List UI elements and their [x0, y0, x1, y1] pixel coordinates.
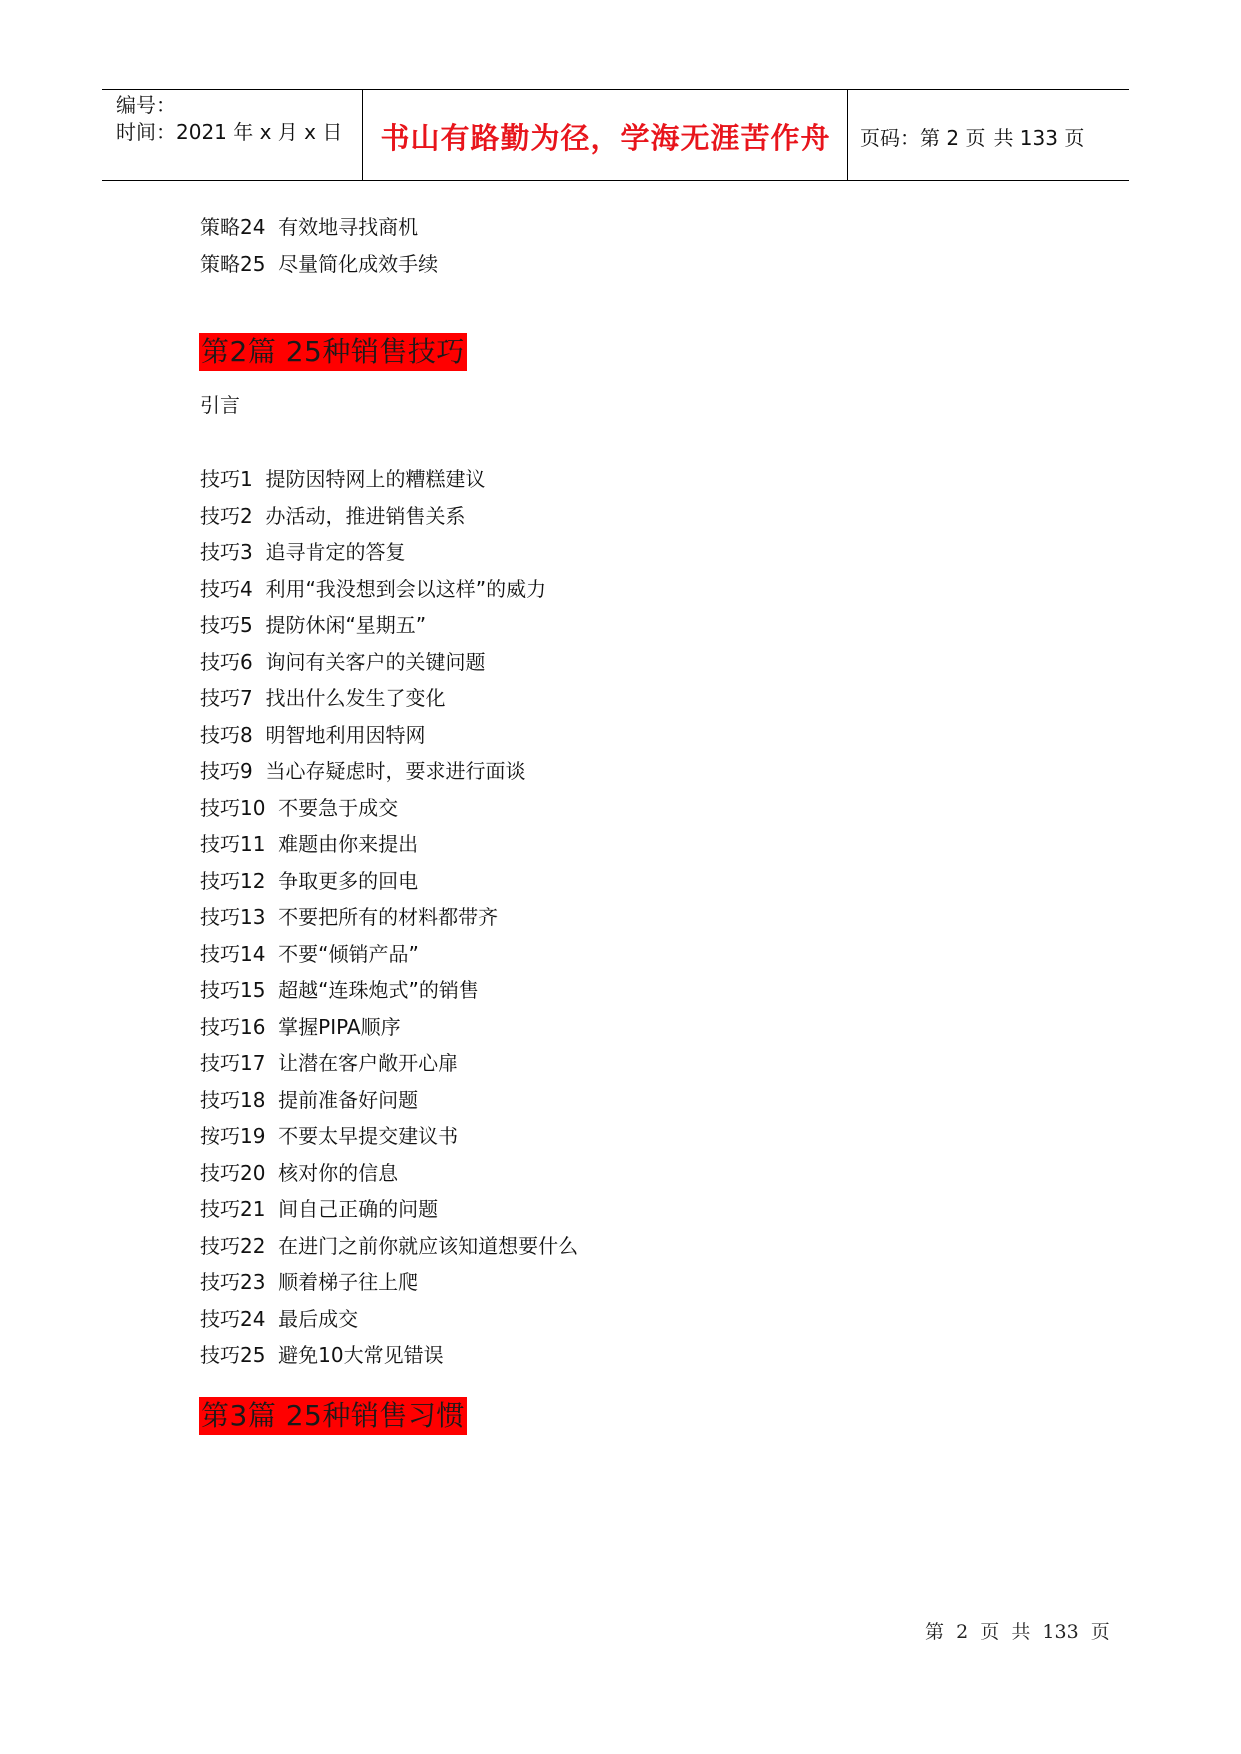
strategy-item: 策略24 有效地寻找商机 [200, 215, 419, 239]
document-time-label: 时间：2021 年 x 月 x 日 [116, 120, 343, 144]
strategy-item: 策略25 尽量简化成效手续 [200, 251, 439, 276]
section-2-intro: 引言 [200, 393, 240, 417]
skill-item: 技巧4 利用“我没想到会以这样”的威力 [200, 576, 547, 601]
header-motto: 书山有路勤为径，学海无涯苦作舟 [380, 120, 831, 155]
skill-item: 技巧20 核对你的信息 [200, 1160, 399, 1185]
header-divider-right [847, 90, 848, 180]
skill-item: 技巧16 掌握PIPA顺序 [200, 1014, 401, 1039]
skill-item: 技巧12 争取更多的回电 [200, 868, 419, 893]
skill-item: 技巧7 找出什么发生了变化 [200, 686, 446, 710]
page-footer: 第 2 页 共 133 页 [925, 1621, 1110, 1643]
header-page-total: 共 133 页 [993, 125, 1085, 150]
skill-item: 技巧24 最后成交 [200, 1306, 359, 1331]
skill-item: 技巧3 追寻肯定的答复 [200, 540, 406, 564]
skill-item: 技巧8 明智地利用因特网 [200, 722, 426, 747]
skill-item: 技巧15 超越“连珠炮式”的销售 [200, 978, 479, 1002]
skill-item: 技巧1 提防因特网上的糟糕建议 [200, 467, 486, 491]
strategy-list [200, 209, 438, 282]
header-meta [116, 92, 342, 146]
skill-item: 技巧17 让潜在客户敞开心扉 [200, 1051, 459, 1075]
skill-list [200, 461, 578, 1374]
skill-item: 技巧22 在进门之前你就应该知道想要什么 [200, 1233, 579, 1258]
skill-item: 技巧6 询问有关客户的关键问题 [200, 649, 486, 674]
skill-item: 技巧2 办活动，推进销售关系 [200, 503, 466, 528]
skill-item: 技巧23 顺着梯子往上爬 [200, 1270, 419, 1294]
skill-item: 技巧14 不要“倾销产品” [200, 941, 419, 966]
skill-item: 技巧13 不要把所有的材料都带齐 [200, 905, 499, 929]
skill-item: 技巧21 间自己正确的问题 [200, 1197, 439, 1221]
header-divider-left [362, 90, 363, 180]
skill-item: 技巧9 当心存疑虑时，要求进行面谈 [200, 759, 526, 783]
header-page-number: 页码：第 2 页 [860, 125, 986, 150]
section-3-title: 第3篇 25种销售习惯 [199, 1397, 467, 1435]
skill-item: 技巧18 提前准备好问题 [200, 1087, 419, 1112]
section-2-title: 第2篇 25种销售技巧 [199, 333, 467, 371]
skill-item: 技巧5 提防休闲“星期五” [200, 613, 427, 637]
page-header [102, 89, 1129, 181]
skill-item: 技巧11 难题由你来提出 [200, 832, 419, 856]
document-number-label: 编号： [116, 93, 176, 117]
skill-item: 技巧25 避免10大常见错误 [200, 1343, 444, 1367]
skill-item: 技巧10 不要急于成交 [200, 795, 399, 820]
header-page-info [860, 90, 1084, 182]
skill-item: 按巧19 不要太早提交建议书 [200, 1124, 459, 1148]
